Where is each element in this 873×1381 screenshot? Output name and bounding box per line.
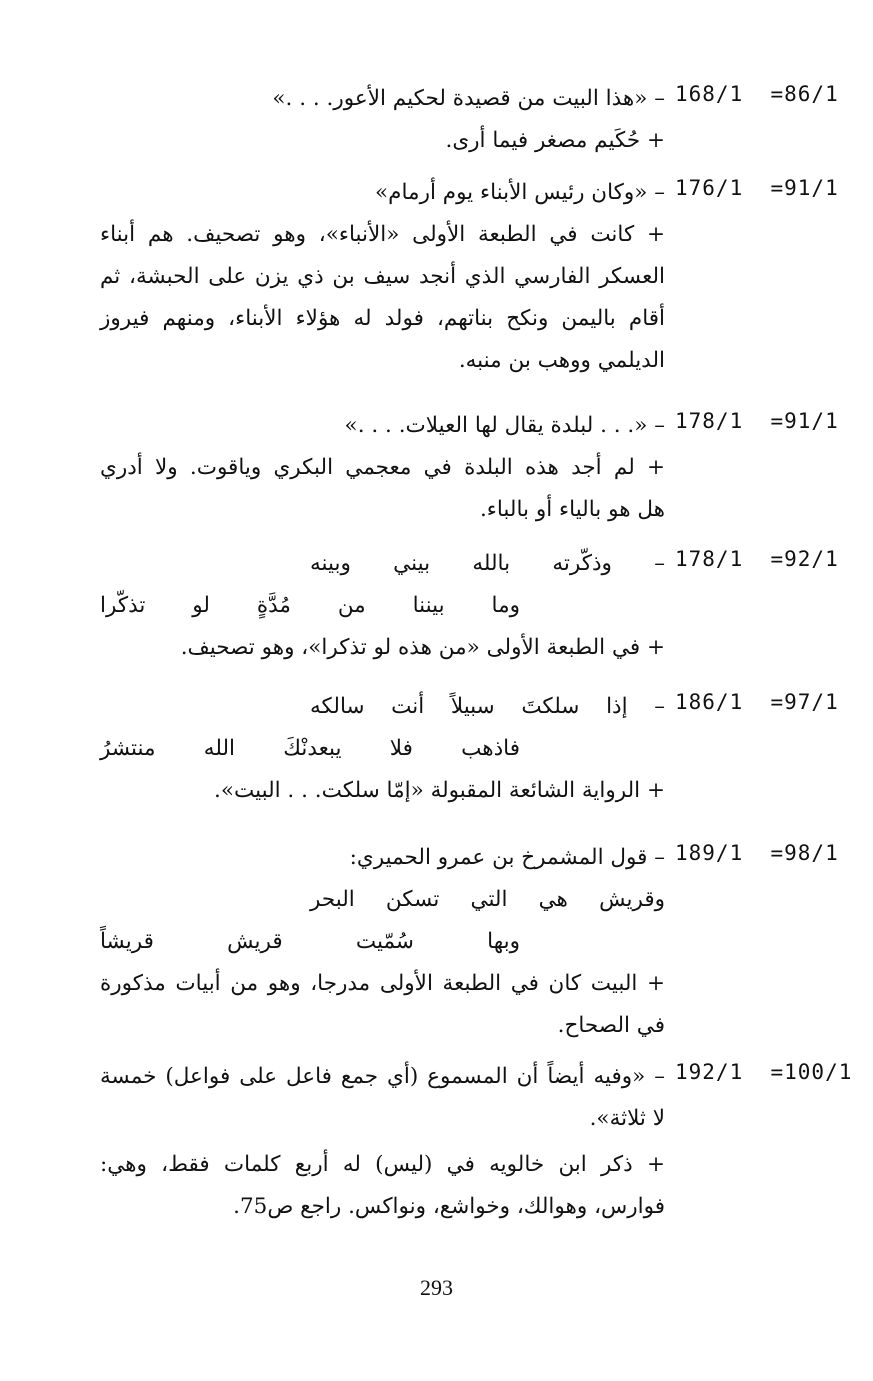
reference-numbers: 176/1 =91/1 [675, 176, 839, 200]
note-line: الديلمي ووهب بن منبه. [458, 348, 665, 373]
note-text [100, 78, 665, 162]
reference-numbers: 178/1 =91/1 [675, 409, 839, 433]
note-line: + حُكَيم مصغر فيما أرى. [445, 128, 665, 153]
reference-numbers: 192/1 =100/1 [675, 1060, 853, 1084]
note-line: العسكر الفارسي الذي أنجد سيف بن ذي يزن على الحبشة، ثم [100, 264, 665, 289]
note-line: + الرواية الشائعة المقبولة «إمّا سلكت. . . البيت». [214, 778, 665, 803]
verse-line: – وذكّرته بالله بيني وبينه [310, 551, 665, 576]
reference-numbers: 186/1 =97/1 [675, 690, 839, 714]
note-line: + كانت في الطبعة الأولى «الأنباء»، وهو تصحيف. هم أبناء [100, 222, 665, 247]
note-line: – «. . . لبلدة يقال لها العيلات. . . .» [344, 413, 665, 438]
note-text [100, 837, 665, 1047]
note-line: + البيت كان في الطبعة الأولى مدرجا، وهو من أبيات مذكورة [100, 971, 665, 996]
note-text [100, 686, 665, 812]
note-line: في الصحاح. [557, 1013, 665, 1038]
note-line: – «وفيه أيضاً أن المسموع (أي جمع فاعل على فواعل) خمسة [100, 1064, 665, 1089]
verse-line: وما بيننا من مُدَّةٍ لو تذكّرا [100, 593, 520, 618]
note-text [100, 172, 665, 382]
note-line: – «وكان رئيس الأبناء يوم أرمام» [375, 180, 665, 205]
note-text [100, 543, 665, 669]
reference-numbers: 189/1 =98/1 [675, 841, 839, 865]
reference-numbers: 178/1 =92/1 [675, 547, 839, 571]
note-line: – قول المشمرخ بن عمرو الحميري: [349, 845, 665, 870]
page-number: 293 [420, 1275, 453, 1300]
note-line: – «هذا البيت من قصيدة لحكيم الأعور. . . .» [272, 86, 665, 111]
note-line: + لم أجد هذه البلدة في معجمي البكري وياقوت. ولا أدري [100, 455, 665, 480]
note-line: لا ثلاثة». [589, 1106, 665, 1131]
note-line: أقام باليمن ونكح بناتهم، فولد له هؤلاء الأبناء، ومنهم فيروز [100, 306, 665, 331]
note-line: هل هو بالياء أو بالباء. [479, 497, 665, 522]
verse-line: وقريش هي التي تسكن البحر [310, 887, 665, 912]
note-line: فوارس، وهوالك، وخواشع، ونواكس. راجع ص75. [233, 1194, 665, 1219]
verse-line: فاذهب فلا يبعدنْكَ الله منتشرُ [100, 736, 520, 761]
reference-numbers: 168/1 =86/1 [675, 82, 839, 106]
verse-line: – إذا سلكتَ سبيلاً أنت سالكه [310, 694, 665, 719]
note-text [100, 1056, 665, 1228]
verse-line: وبها سُمّيت قريش قريشاً [100, 929, 520, 954]
note-line: + ذكر ابن خالويه في (ليس) له أربع كلمات فقط، وهي: [100, 1152, 665, 1177]
note-line: + في الطبعة الأولى «من هذه لو تذكرا»، وهو تصحيف. [180, 635, 665, 660]
note-text [100, 405, 665, 531]
